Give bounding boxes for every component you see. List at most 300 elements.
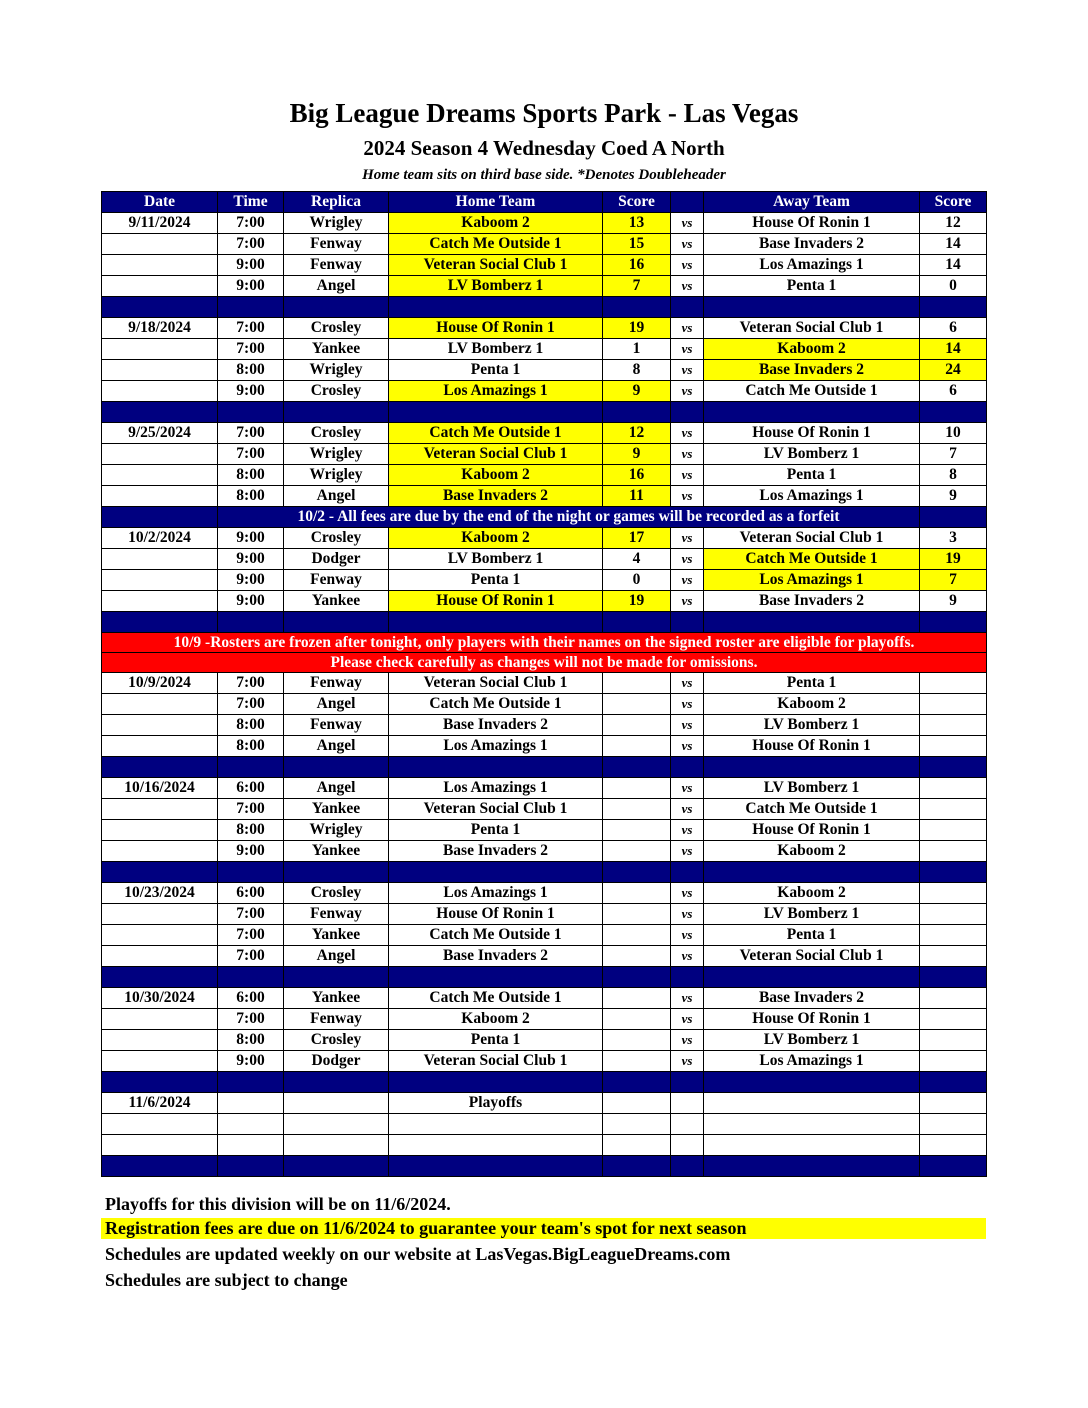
home-team-cell: Catch Me Outside 1 (389, 694, 603, 715)
vs-cell: vs (671, 1051, 704, 1072)
separator-cell (389, 402, 603, 423)
replica-cell: Wrigley (284, 360, 389, 381)
table-row (102, 381, 987, 402)
away-team-cell: LV Bomberz 1 (704, 1030, 920, 1051)
away-team-cell: Los Amazings 1 (704, 255, 920, 276)
table-row (102, 1030, 987, 1051)
separator-cell (218, 967, 284, 988)
replica-cell: Yankee (284, 339, 389, 360)
away-score-cell (920, 1114, 987, 1135)
home-team-cell: Kaboom 2 (389, 213, 603, 234)
vs-cell: vs (671, 799, 704, 820)
separator-cell (671, 862, 704, 883)
page-subtitle: 2024 Season 4 Wednesday Coed A North (363, 136, 725, 160)
separator-cell (218, 1156, 284, 1177)
home-score-cell: 0 (603, 570, 671, 591)
home-team-cell: Los Amazings 1 (389, 381, 603, 402)
date-cell (102, 1051, 218, 1072)
away-team-cell: Kaboom 2 (704, 339, 920, 360)
separator-cell (603, 757, 671, 778)
vs-cell: vs (671, 778, 704, 799)
time-cell: 9:00 (218, 549, 284, 570)
column-header-home-team: Home Team (389, 192, 603, 213)
vs-cell: vs (671, 444, 704, 465)
away-score-cell (920, 799, 987, 820)
vs-cell: vs (671, 673, 704, 694)
replica-cell: Fenway (284, 715, 389, 736)
date-cell (102, 381, 218, 402)
table-row (102, 339, 987, 360)
separator-cell (704, 297, 920, 318)
table-row (102, 1009, 987, 1030)
separator-cell (920, 1072, 987, 1093)
time-cell: 7:00 (218, 423, 284, 444)
separator-cell (603, 862, 671, 883)
home-team-cell: Los Amazings 1 (389, 883, 603, 904)
table-row (102, 486, 987, 507)
time-cell: 7:00 (218, 694, 284, 715)
table-row (102, 736, 987, 757)
vs-cell: vs (671, 276, 704, 297)
time-cell: 7:00 (218, 339, 284, 360)
replica-cell: Wrigley (284, 465, 389, 486)
home-score-cell (603, 778, 671, 799)
separator-cell (389, 967, 603, 988)
separator-cell (389, 1072, 603, 1093)
away-team-cell: House Of Ronin 1 (704, 736, 920, 757)
separator-cell (603, 1072, 671, 1093)
table-row (102, 1135, 987, 1156)
time-cell: 7:00 (218, 925, 284, 946)
date-cell: 9/25/2024 (102, 423, 218, 444)
away-score-cell: 8 (920, 465, 987, 486)
table-row (102, 1051, 987, 1072)
away-score-cell: 10 (920, 423, 987, 444)
away-score-cell: 24 (920, 360, 987, 381)
away-score-cell (920, 1030, 987, 1051)
replica-cell: Yankee (284, 591, 389, 612)
home-score-cell: 15 (603, 234, 671, 255)
vs-cell: vs (671, 820, 704, 841)
table-row (102, 549, 987, 570)
column-header-time: Time (218, 192, 284, 213)
replica-cell: Crosley (284, 883, 389, 904)
vs-cell: vs (671, 213, 704, 234)
date-cell (102, 1030, 218, 1051)
date-cell (102, 465, 218, 486)
away-team-cell: Kaboom 2 (704, 841, 920, 862)
home-team-cell: Base Invaders 2 (389, 946, 603, 967)
away-team-cell: Base Invaders 2 (704, 988, 920, 1009)
home-score-cell (603, 820, 671, 841)
away-team-cell: House Of Ronin 1 (704, 820, 920, 841)
fee-notice-text: 10/2 - All fees are due by the end of the night or games will be recorded as a forfeit (218, 507, 920, 528)
column-header-replica: Replica (284, 192, 389, 213)
week-separator-row (102, 862, 987, 883)
separator-cell (389, 1156, 603, 1177)
table-header-row (102, 192, 987, 213)
vs-cell: vs (671, 528, 704, 549)
away-team-cell: Veteran Social Club 1 (704, 528, 920, 549)
away-team-cell: Kaboom 2 (704, 883, 920, 904)
home-team-cell: Catch Me Outside 1 (389, 234, 603, 255)
away-team-cell: Veteran Social Club 1 (704, 318, 920, 339)
replica-cell: Wrigley (284, 213, 389, 234)
separator-cell (284, 612, 389, 633)
time-cell: 8:00 (218, 360, 284, 381)
replica-cell: Angel (284, 946, 389, 967)
home-team-cell: Kaboom 2 (389, 1009, 603, 1030)
home-score-cell: 8 (603, 360, 671, 381)
away-team-cell: Penta 1 (704, 673, 920, 694)
table-row (102, 444, 987, 465)
column-header-away-team: Away Team (704, 192, 920, 213)
replica-cell (284, 1135, 389, 1156)
time-cell: 6:00 (218, 778, 284, 799)
date-cell (102, 1009, 218, 1030)
vs-cell: vs (671, 904, 704, 925)
away-team-cell: Catch Me Outside 1 (704, 799, 920, 820)
separator-cell (704, 402, 920, 423)
replica-cell: Angel (284, 778, 389, 799)
home-team-cell: Veteran Social Club 1 (389, 444, 603, 465)
separator-cell (102, 507, 218, 528)
replica-cell: Fenway (284, 570, 389, 591)
home-team-cell: Playoffs (389, 1093, 603, 1114)
table-row (102, 820, 987, 841)
replica-cell: Wrigley (284, 820, 389, 841)
away-team-cell (704, 1114, 920, 1135)
separator-cell (218, 402, 284, 423)
replica-cell: Fenway (284, 234, 389, 255)
roster-notice-text: Please check carefully as changes will not be made for omissions. (102, 653, 987, 673)
replica-cell: Yankee (284, 799, 389, 820)
date-cell (102, 799, 218, 820)
away-score-cell (920, 1093, 987, 1114)
time-cell: 9:00 (218, 381, 284, 402)
separator-cell (603, 402, 671, 423)
date-cell (102, 591, 218, 612)
date-cell (102, 570, 218, 591)
away-team-cell (704, 1093, 920, 1114)
replica-cell: Crosley (284, 423, 389, 444)
home-score-cell: 9 (603, 444, 671, 465)
away-team-cell: Veteran Social Club 1 (704, 946, 920, 967)
vs-cell: vs (671, 1009, 704, 1030)
separator-cell (284, 862, 389, 883)
separator-cell (218, 862, 284, 883)
separator-cell (284, 1156, 389, 1177)
home-score-cell (603, 1009, 671, 1030)
separator-cell (284, 757, 389, 778)
vs-cell (671, 1114, 704, 1135)
away-team-cell: Base Invaders 2 (704, 360, 920, 381)
vs-cell: vs (671, 486, 704, 507)
footer-change-note: Schedules are subject to change (105, 1270, 348, 1290)
date-cell (102, 276, 218, 297)
away-score-cell (920, 925, 987, 946)
separator-cell (389, 757, 603, 778)
time-cell (218, 1114, 284, 1135)
away-score-cell (920, 715, 987, 736)
separator-cell (603, 612, 671, 633)
time-cell: 7:00 (218, 213, 284, 234)
replica-cell: Crosley (284, 381, 389, 402)
home-score-cell (603, 841, 671, 862)
vs-cell: vs (671, 841, 704, 862)
home-score-cell: 12 (603, 423, 671, 444)
page-note: Home team sits on third base side. *Denotes Doubleheader (362, 167, 726, 183)
table-row (102, 841, 987, 862)
date-cell (102, 1135, 218, 1156)
date-cell (102, 841, 218, 862)
time-cell: 7:00 (218, 799, 284, 820)
separator-cell (102, 612, 218, 633)
away-score-cell: 7 (920, 570, 987, 591)
table-row (102, 673, 987, 694)
away-score-cell (920, 1009, 987, 1030)
separator-cell (284, 967, 389, 988)
time-cell: 7:00 (218, 234, 284, 255)
table-row (102, 528, 987, 549)
away-score-cell (920, 1135, 987, 1156)
column-header-vs (671, 192, 704, 213)
time-cell: 6:00 (218, 988, 284, 1009)
replica-cell: Fenway (284, 1009, 389, 1030)
time-cell: 8:00 (218, 465, 284, 486)
date-cell (102, 1114, 218, 1135)
away-score-cell (920, 904, 987, 925)
away-score-cell: 9 (920, 486, 987, 507)
separator-cell (920, 862, 987, 883)
time-cell: 6:00 (218, 883, 284, 904)
table-row (102, 946, 987, 967)
time-cell (218, 1135, 284, 1156)
home-team-cell: Veteran Social Club 1 (389, 799, 603, 820)
home-score-cell: 4 (603, 549, 671, 570)
table-row (102, 1114, 987, 1135)
column-header-away-score: Score (920, 192, 987, 213)
separator-cell (389, 297, 603, 318)
separator-cell (102, 297, 218, 318)
vs-cell: vs (671, 360, 704, 381)
home-team-cell: Catch Me Outside 1 (389, 423, 603, 444)
table-row (102, 255, 987, 276)
separator-cell (671, 297, 704, 318)
away-score-cell (920, 883, 987, 904)
away-score-cell (920, 946, 987, 967)
vs-cell: vs (671, 946, 704, 967)
away-score-cell (920, 778, 987, 799)
home-team-cell: Penta 1 (389, 360, 603, 381)
home-score-cell: 11 (603, 486, 671, 507)
separator-cell (920, 507, 987, 528)
away-team-cell: LV Bomberz 1 (704, 778, 920, 799)
home-team-cell: LV Bomberz 1 (389, 549, 603, 570)
away-team-cell: House Of Ronin 1 (704, 423, 920, 444)
table-row (102, 883, 987, 904)
vs-cell (671, 1093, 704, 1114)
home-score-cell (603, 925, 671, 946)
away-score-cell (920, 673, 987, 694)
replica-cell: Angel (284, 276, 389, 297)
vs-cell: vs (671, 736, 704, 757)
week-separator-row (102, 297, 987, 318)
time-cell: 7:00 (218, 1009, 284, 1030)
separator-cell (218, 1072, 284, 1093)
away-team-cell (704, 1135, 920, 1156)
separator-cell (671, 402, 704, 423)
home-score-cell (603, 883, 671, 904)
vs-cell: vs (671, 339, 704, 360)
time-cell: 8:00 (218, 820, 284, 841)
away-score-cell: 3 (920, 528, 987, 549)
replica-cell: Crosley (284, 1030, 389, 1051)
time-cell: 9:00 (218, 528, 284, 549)
table-row (102, 276, 987, 297)
time-cell: 9:00 (218, 591, 284, 612)
separator-cell (920, 1156, 987, 1177)
separator-cell (671, 1072, 704, 1093)
home-team-cell: Base Invaders 2 (389, 841, 603, 862)
table-row (102, 213, 987, 234)
time-cell: 9:00 (218, 841, 284, 862)
week-separator-row (102, 612, 987, 633)
separator-cell (218, 297, 284, 318)
separator-cell (102, 757, 218, 778)
separator-cell (671, 757, 704, 778)
home-score-cell (603, 1030, 671, 1051)
away-score-cell: 12 (920, 213, 987, 234)
date-cell (102, 360, 218, 381)
time-cell: 9:00 (218, 570, 284, 591)
table-row (102, 360, 987, 381)
week-separator-row (102, 967, 987, 988)
replica-cell: Angel (284, 694, 389, 715)
home-team-cell: Veteran Social Club 1 (389, 255, 603, 276)
away-team-cell: Penta 1 (704, 465, 920, 486)
replica-cell: Yankee (284, 925, 389, 946)
away-score-cell: 14 (920, 339, 987, 360)
away-team-cell: Los Amazings 1 (704, 486, 920, 507)
table-row (102, 715, 987, 736)
home-team-cell: Kaboom 2 (389, 465, 603, 486)
vs-cell: vs (671, 1030, 704, 1051)
home-team-cell: Los Amazings 1 (389, 778, 603, 799)
away-team-cell: House Of Ronin 1 (704, 213, 920, 234)
home-score-cell: 7 (603, 276, 671, 297)
away-score-cell: 9 (920, 591, 987, 612)
date-cell (102, 549, 218, 570)
separator-cell (284, 402, 389, 423)
time-cell: 7:00 (218, 904, 284, 925)
away-score-cell: 19 (920, 549, 987, 570)
date-cell (102, 925, 218, 946)
separator-cell (102, 967, 218, 988)
away-score-cell: 0 (920, 276, 987, 297)
separator-cell (102, 402, 218, 423)
time-cell: 7:00 (218, 946, 284, 967)
home-score-cell: 1 (603, 339, 671, 360)
away-team-cell: House Of Ronin 1 (704, 1009, 920, 1030)
home-score-cell: 17 (603, 528, 671, 549)
separator-cell (284, 297, 389, 318)
date-cell (102, 715, 218, 736)
time-cell: 7:00 (218, 444, 284, 465)
away-score-cell (920, 820, 987, 841)
vs-cell: vs (671, 465, 704, 486)
vs-cell: vs (671, 925, 704, 946)
away-team-cell: LV Bomberz 1 (704, 715, 920, 736)
home-team-cell: Base Invaders 2 (389, 486, 603, 507)
week-separator-row (102, 1072, 987, 1093)
home-team-cell: Veteran Social Club 1 (389, 673, 603, 694)
replica-cell: Dodger (284, 1051, 389, 1072)
home-team-cell: Base Invaders 2 (389, 715, 603, 736)
table-row (102, 234, 987, 255)
date-cell (102, 820, 218, 841)
time-cell: 7:00 (218, 318, 284, 339)
home-score-cell (603, 715, 671, 736)
separator-cell (389, 862, 603, 883)
fee-notice-row (102, 507, 987, 528)
separator-cell (218, 612, 284, 633)
date-cell (102, 486, 218, 507)
replica-cell: Angel (284, 736, 389, 757)
home-team-cell: Kaboom 2 (389, 528, 603, 549)
away-team-cell: Base Invaders 2 (704, 234, 920, 255)
home-score-cell: 16 (603, 255, 671, 276)
replica-cell: Fenway (284, 904, 389, 925)
table-row (102, 799, 987, 820)
vs-cell: vs (671, 234, 704, 255)
home-score-cell (603, 988, 671, 1009)
away-score-cell (920, 736, 987, 757)
away-team-cell: Penta 1 (704, 276, 920, 297)
date-cell (102, 946, 218, 967)
roster-notice-text: 10/9 -Rosters are frozen after tonight, only players with their names on the signed roster are eligible for playoffs. (102, 633, 987, 653)
home-team-cell: Los Amazings 1 (389, 736, 603, 757)
home-score-cell: 19 (603, 318, 671, 339)
separator-cell (389, 612, 603, 633)
separator-cell (102, 1072, 218, 1093)
date-cell: 11/6/2024 (102, 1093, 218, 1114)
week-separator-row (102, 757, 987, 778)
home-score-cell: 16 (603, 465, 671, 486)
footer-playoffs-note: Playoffs for this division will be on 11/6/2024. (105, 1194, 451, 1214)
separator-cell (920, 402, 987, 423)
away-team-cell: Los Amazings 1 (704, 570, 920, 591)
date-cell: 9/11/2024 (102, 213, 218, 234)
footer-website-note: Schedules are updated weekly on our website at LasVegas.BigLeagueDreams.com (105, 1244, 731, 1264)
replica-cell: Fenway (284, 255, 389, 276)
separator-cell (704, 1156, 920, 1177)
vs-cell: vs (671, 255, 704, 276)
roster-notice-row (102, 653, 987, 673)
away-score-cell (920, 841, 987, 862)
separator-cell (704, 612, 920, 633)
away-score-cell (920, 694, 987, 715)
away-team-cell: Los Amazings 1 (704, 1051, 920, 1072)
home-score-cell (603, 799, 671, 820)
home-score-cell (603, 1093, 671, 1114)
time-cell: 8:00 (218, 1030, 284, 1051)
home-team-cell: Penta 1 (389, 820, 603, 841)
home-score-cell (603, 1114, 671, 1135)
table-row (102, 778, 987, 799)
replica-cell: Dodger (284, 549, 389, 570)
table-row (102, 925, 987, 946)
